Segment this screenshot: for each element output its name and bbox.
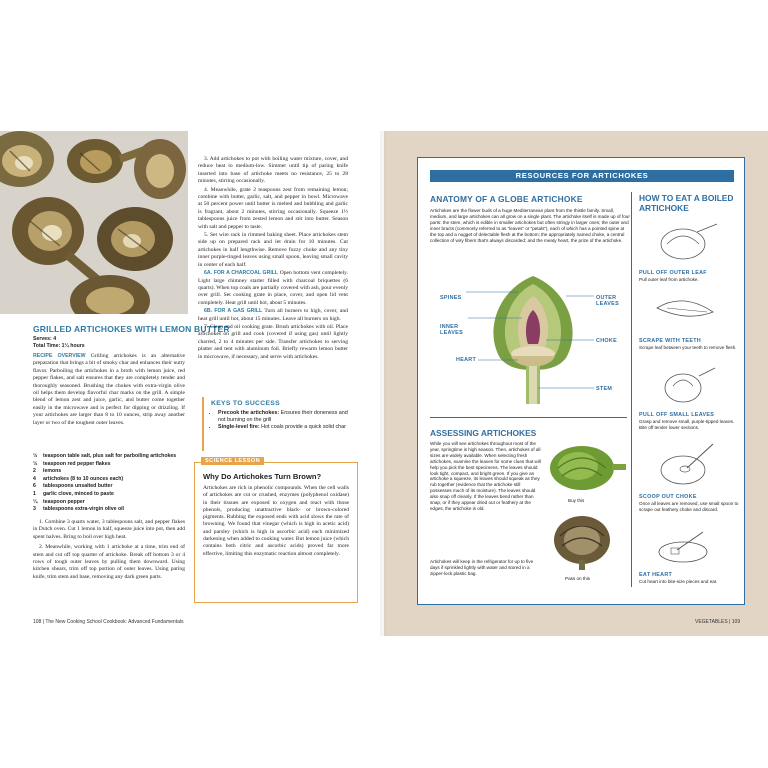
- ingredient-text: artichokes (8 to 10 ounces each): [43, 475, 124, 482]
- ingredient-list: [33, 453, 188, 514]
- ingredient-item: [33, 453, 188, 461]
- ingredient-qty: 2: [33, 468, 36, 475]
- total-time-text: Total Time: 1¼ hours: [33, 343, 85, 349]
- ingredient-item: [33, 499, 188, 507]
- grilled-artichokes-photo: [0, 131, 188, 314]
- left-page: [0, 131, 384, 636]
- key-bold: Precook the artichokes:: [218, 410, 280, 416]
- artichoke-half-3: [134, 139, 186, 199]
- small-leaves-sketch: [647, 362, 725, 408]
- science-tag: SCIENCE LESSON: [201, 457, 264, 465]
- eat-heart-sketch: [647, 528, 725, 568]
- serves-text: Serves: 4: [33, 336, 57, 342]
- pass-caption: Pass on this: [565, 576, 591, 581]
- key-item: [218, 424, 352, 431]
- ingredient-qty: ½: [33, 453, 38, 459]
- science-title: Why Do Artichokes Turn Brown?: [203, 472, 322, 481]
- recipe-steps-right: [198, 156, 348, 362]
- fresh-artichoke-photo: [542, 438, 628, 496]
- label-heart: HEART: [456, 357, 477, 363]
- ingredient-item: [33, 461, 188, 469]
- science-lesson-box: [194, 458, 358, 603]
- overview-label: RECIPE OVERVIEW: [33, 353, 86, 359]
- recipe-meta: [33, 336, 85, 350]
- assessing-storage-text: Artichokes will keep in the refrigerator for up to five days if sprinkled lightly with water and stored in a zipper-lock plastic bag.: [430, 559, 534, 576]
- old-artichoke-photo: [546, 510, 620, 572]
- ingredient-text: tablespoons extra-virgin olive oil: [43, 506, 125, 513]
- recipe-step: 7. Clean and oil cooking grate. Brush artichokes with oil. Place artichokes on grill and cook (covered if using gas) until lightly charred, 2 to 4 minutes per side. Transfer artichokes to serving platter and tent with aluminum foil. Briefly rewarm lemon butter in microwave, if necessary, and serve with artichokes.: [198, 323, 348, 360]
- overview-text: Grilling artichokes is an alternative preparation that brings a bit of smoky char and enhances their nutty flavor. Parboiling the artichokes in a broth with lemon juice, red pepper flakes, and salt ensures that they are completely tender and thoroughly seasoned. Brushing the chokes with extra-virgin olive oil helps them develop flavorful char marks on the grill. A simple blend of lemon zest and juice, garlic, and butter come together easily in the microwave and is perfect for dipping or drizzling. If your artichokes are larger than 8 to 10 ounces, strip away another layer or two of the toughest outer leaves.: [33, 353, 185, 426]
- buy-caption: Buy this: [568, 498, 585, 503]
- eat-step-label: SCRAPE WITH TEETH: [639, 338, 702, 344]
- recipe-step: 3. Add artichokes to pot with boiling water mixture, cover, and reduce heat to medium-low. Simmer until tip of paring knife inserted into base of artichoke meets no resistance, 25 to 28 minutes, stirring occasionally.: [198, 156, 348, 185]
- recipe-step: 4. Meanwhile, grate 2 teaspoons zest from remaining lemon; combine with butter, garlic, salt, and pepper in bowl. Microwave at 50 percent power until butter is melted and bubbling and garlic is fragrant, about 2 minutes, stirring occasionally. Squeeze 1½ tablespoons juice from zested lemon and stir into butter. Season with salt and pepper to taste.: [198, 186, 348, 230]
- eat-step-text: Scrape leaf between your teeth to remove flesh.: [639, 345, 737, 350]
- ingredient-item: [33, 491, 188, 499]
- eat-step-text: Pull outer leaf from artichoke.: [639, 277, 699, 282]
- eat-step-text: Grasp and remove small, purple-tipped leaves. Bite off tender lower sections.: [639, 419, 735, 430]
- keys-list: [211, 410, 352, 430]
- recipe-title: GRILLED ARTICHOKES WITH LEMON BUTTER: [33, 324, 230, 334]
- recipe-steps-left: [33, 519, 185, 584]
- scrape-teeth-sketch: [647, 288, 725, 334]
- gas-text: Turn all burners to high, cover, and heat grill until hot, about 15 minutes. Leave all burners on high.: [198, 308, 348, 322]
- label-stem: STEM: [596, 386, 613, 392]
- science-text: Artichokes are rich in phenolic compounds. When the cell walls of artichokes are cut or crushed, enzymes (polyphenol oxidase) in their tissues are exposed to oxygen and react with those phenols, producing unattractive black- or brown-colored pigments. Rubbing the exposed ends with acid slows the rate of browning. We found that vinegar (which is high in acetic acid) and parsley (which is high in ascorbic acid) each minimized darkening when added to cooking water. But lemon juice (which contains both citric and ascorbic acids) proved far more effective, limiting this enzymatic reaction almost completely.: [203, 485, 349, 557]
- ingredient-text: lemons: [43, 468, 62, 475]
- ingredient-qty: 1: [33, 490, 36, 497]
- ingredient-item: [33, 506, 188, 514]
- key-text: Hot coals provide a quick solid char: [261, 423, 346, 430]
- ingredient-qty: 3: [33, 506, 36, 513]
- eat-step-text: Cut heart into bite-size pieces and eat.: [639, 579, 718, 584]
- charcoal-step: [198, 270, 348, 307]
- eat-step-text: Once all leaves are removed, use small spoon to scrape out feathery choke and discard.: [639, 501, 739, 512]
- recipe-overview: [33, 353, 185, 427]
- keys-title: KEYS TO SUCCESS: [211, 400, 280, 407]
- gas-label: 6B. FOR A GAS GRILL: [204, 308, 263, 315]
- eat-step-label: SCOOP OUT CHOKE: [639, 494, 697, 500]
- label-inner-leaves-2: LEAVES: [440, 330, 463, 336]
- charcoal-text: Open bottom vent completely. Light large chimney starter filled with charcoal briquettes (6 quarts). When top coals are partially covered with ash, pour evenly over grill. Set cooking grate in place, cover, and open lid vent completely. Heat grill until hot, about 5 minutes.: [198, 270, 349, 306]
- label-spines: SPINES: [440, 295, 462, 301]
- how-to-eat-title: HOW TO EAT A BOILED ARTICHOKE: [639, 193, 734, 213]
- eat-step-label: PULL OFF SMALL LEAVES: [639, 412, 715, 418]
- ingredient-text: teaspoon red pepper flakes: [43, 460, 111, 467]
- charcoal-label: 6A. FOR A CHARCOAL GRILL: [204, 270, 279, 277]
- assessing-title: ASSESSING ARTICHOKES: [430, 428, 537, 438]
- assessing-text: While you will see artichokes throughout most of the year, springtime is high season. Then, artichokes of all sizes are widely available. When selecting fresh artichokes, examine the leaves for some clues that will help you pick the best specimens. The leaves should look tight, compact, and bright green. If you give an artichoke a squeeze, its leaves should squeak as they rub together (evidence that the artichoke still possesses much of its moisture). The leaves should also snap off cleanly. If the leaves bend rather than snap, or if they appear dried out or feathery at the edges, the artichoke is old.: [430, 441, 541, 511]
- label-outer-leaves-2: LEAVES: [596, 301, 619, 307]
- ingredient-qty: ½: [33, 460, 38, 467]
- ingredient-qty: 6: [33, 483, 36, 490]
- anatomy-title: ANATOMY OF A GLOBE ARTICHOKE: [430, 194, 583, 204]
- eat-step-label: PULL OFF OUTER LEAF: [639, 270, 707, 276]
- label-choke: CHOKE: [596, 338, 617, 344]
- key-text: Ensures their doneness and not burning on the grill: [218, 410, 348, 423]
- ingredient-text: teaspoon table salt, plus salt for parboiling artichokes: [43, 453, 177, 459]
- ingredient-text: tablespoons unsalted butter: [43, 483, 113, 490]
- anatomy-text: Artichokes are the flower buds of a huge Mediterranean plant from the thistle family. Small, medium, and large artichokes can all grow on a single plant. The artichoke itself is made up of four parts: the stem, which is edible in smaller artichokes but often stringy in larger ones; the outer and inner bracts (commonly referred to as “leaves” or “petals”), each of which has a pointed spine at the top and a nugget of delectable flesh at the bottom; the appropriately named choke, a central collection of wiry fibers that’s always discarded; and the meaty heart, the prize of the artichoke.: [430, 208, 630, 243]
- eat-step-label: EAT HEART: [639, 572, 673, 578]
- column-divider: [631, 192, 632, 587]
- label-outer-leaves-1: OUTER: [596, 295, 617, 301]
- ingredient-item: [33, 483, 188, 491]
- label-inner-leaves-1: INNER: [440, 324, 459, 330]
- gas-step: [198, 308, 348, 323]
- page-folio-left: 108 | The New Cooking School Cookbook: Advanced Fundamentals: [33, 619, 184, 625]
- ingredient-qty: ¼: [33, 498, 38, 505]
- ingredient-item: [33, 468, 188, 476]
- resources-panel: [417, 157, 745, 605]
- recipe-step: 1. Combine 3 quarts water, 3 tablespoons salt, and pepper flakes in Dutch oven. Cut 1 lemon in half, squeeze juice into pot, then add spent halves. Bring to boil over high heat.: [33, 519, 185, 540]
- resources-banner: RESOURCES FOR ARTICHOKES: [430, 170, 734, 182]
- recipe-step: 5. Set wire rack in rimmed baking sheet. Place artichokes stem side up on prepared rack and let drain for 10 minutes. Cut artichokes in half lengthwise. Remove fuzzy choke and any tiny inner purple-tinged leaves using small spoon, leaving small cavity in center of each half.: [198, 232, 348, 268]
- key-bold: Single-level fire:: [218, 423, 260, 430]
- ingredient-qty: 4: [33, 475, 36, 482]
- artichoke-stem: [526, 366, 540, 404]
- keys-to-success-box: [202, 397, 352, 451]
- pull-leaf-sketch: [647, 220, 725, 262]
- page-gutter: [380, 131, 388, 636]
- artichoke-half-5: [97, 207, 173, 271]
- ingredient-item: [33, 476, 188, 484]
- recipe-step: 2. Meanwhile, working with 1 artichoke at a time, trim end of stem and cut off top quarter of artichoke. Break off bottom 3 or 4 rows of tough outer leaves by pulling them downward. Using kitchen shears, trim off top portion of outer leaves. Using paring knife, trim stem and base, removing any dark green parts.: [33, 544, 185, 580]
- scoop-choke-sketch: [647, 438, 725, 490]
- ingredient-text: garlic clove, minced to paste: [43, 490, 114, 497]
- section-divider: [430, 417, 627, 418]
- ingredient-text: teaspoon pepper: [43, 498, 85, 505]
- page-folio-right: VEGETABLES | 109: [695, 619, 741, 625]
- key-item: [218, 410, 352, 424]
